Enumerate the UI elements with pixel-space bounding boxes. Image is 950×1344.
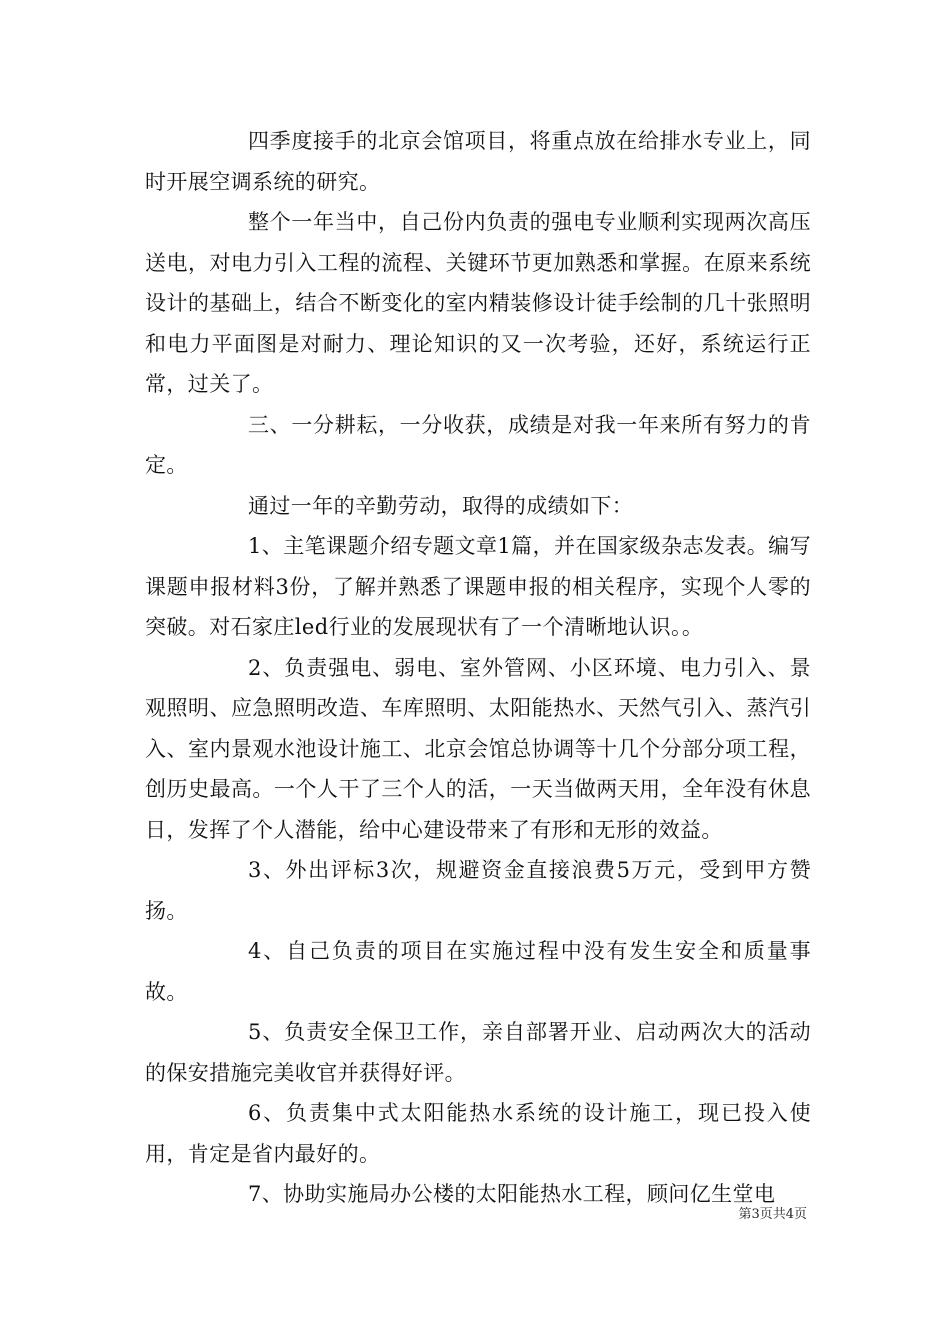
paragraph-9: 5、负责安全保卫工作，亲自部署开业、启动两次大的活动的保安措施完美收官并获得好评。 xyxy=(145,1020,811,1085)
paragraph-2: 整个一年当中，自己份内负责的强电专业顺利实现两次高压送电，对电力引入工程的流程、关键环节更加熟悉和掌握。在原来系统设计的基础上，结合不断变化的室内精装修设计徒手绘制的几十张照明和电力平面图是对耐力、理论知识的又一次考验，还好，系统运行正常，过关了。 xyxy=(145,210,811,396)
page-number-footer: 第3页共4页 xyxy=(738,1207,807,1222)
paragraph-8: 4、自己负责的项目在实施过程中没有发生安全和质量事故。 xyxy=(145,939,811,1004)
paragraph-11: 7、协助实施局办公楼的太阳能热水工程，顾问亿生堂电 xyxy=(248,1182,776,1206)
paragraph-7: 3、外出评标3次，规避资金直接浪费5万元，受到甲方赞扬。 xyxy=(145,858,811,923)
paragraph-5: 1、主笔课题介绍专题文章1篇，并在国家级杂志发表。编写课题申报材料3份，了解并熟悉了课题申报的相关程序，实现个人零的突破。对石家庄led行业的发展现状有了一个清晰地认识。。 xyxy=(145,534,811,639)
paragraph-10: 6、负责集中式太阳能热水系统的设计施工，现已投入使用，肯定是省内最好的。 xyxy=(145,1101,811,1166)
document-body xyxy=(145,121,811,1215)
paragraph-3: 三、一分耕耘，一分收获，成绩是对我一年来所有努力的肯定。 xyxy=(145,412,811,477)
paragraph-4: 通过一年的辛勤劳动，取得的成绩如下： xyxy=(248,493,634,518)
paragraph-6: 2、负责强电、弱电、室外管网、小区环境、电力引入、景观照明、应急照明改造、车库照明、太阳能热水、天然气引入、蒸汽引入、室内景观水池设计施工、北京会馆总协调等十几个分部分项工程，创历史最高。一个人干了三个人的活，一天当做两天用，全年没有休息日，发挥了个人潜能，给中心建设带来了有形和无形的效益。 xyxy=(145,655,811,842)
paragraph-1: 四季度接手的北京会馆项目，将重点放在给排水专业上，同时开展空调系统的研究。 xyxy=(145,129,811,194)
